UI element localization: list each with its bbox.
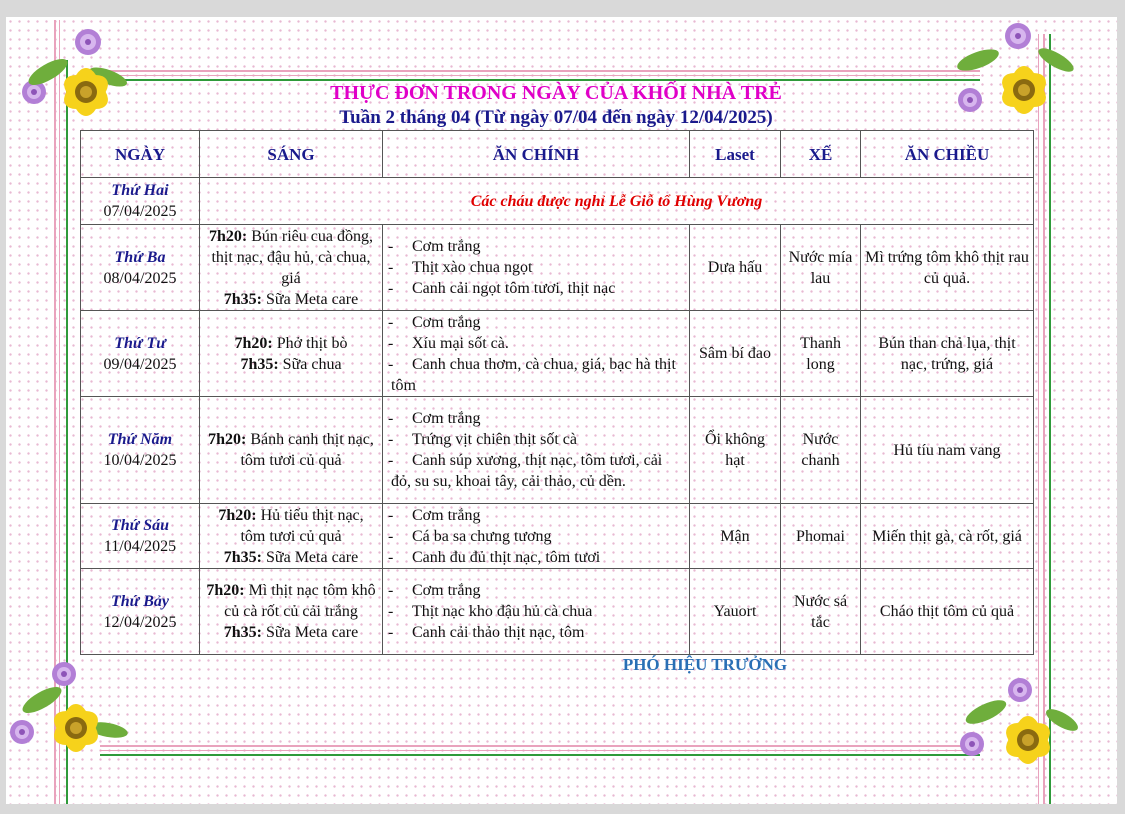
sang-cell bbox=[200, 311, 383, 397]
dish-item: - Canh cải thảo thịt nạc, tôm bbox=[391, 622, 685, 643]
meal-text: Sữa chua bbox=[278, 355, 342, 373]
meal-line bbox=[204, 547, 378, 568]
day-cell bbox=[81, 225, 200, 311]
xe-cell: Thanh long bbox=[781, 311, 861, 397]
an-chieu-cell: Miến thịt gà, cà rốt, giá bbox=[861, 504, 1034, 569]
an-chinh-cell bbox=[383, 311, 690, 397]
flower-bottom-left-icon bbox=[4, 660, 134, 770]
meal-time: 7h35: bbox=[223, 290, 263, 308]
xe-cell: Nước chanh bbox=[781, 397, 861, 504]
day-cell bbox=[81, 178, 200, 225]
header-ngay: NGÀY bbox=[81, 131, 200, 178]
xe-cell: Phomai bbox=[781, 504, 861, 569]
day-name: Thứ Bảy bbox=[110, 592, 170, 610]
day-date: 07/04/2025 bbox=[103, 203, 177, 220]
sang-cell bbox=[200, 504, 383, 569]
day-date: 11/04/2025 bbox=[103, 538, 177, 555]
holiday-notice: Các cháu được nghỉ Lễ Giỗ tổ Hùng Vương bbox=[200, 178, 1034, 225]
flower-bottom-right-icon bbox=[952, 676, 1082, 786]
laset-cell: Mận bbox=[690, 504, 781, 569]
xe-cell: Nước sá tắc bbox=[781, 569, 861, 655]
meal-text: Sữa Meta care bbox=[262, 290, 359, 308]
laset-cell: Sâm bí đao bbox=[690, 311, 781, 397]
day-name: Thứ Hai bbox=[111, 182, 169, 199]
dish-item: - Canh cải ngọt tôm tươi, thịt nạc bbox=[391, 278, 685, 299]
table-row bbox=[81, 397, 1034, 504]
meal-line bbox=[204, 354, 378, 375]
day-date: 10/04/2025 bbox=[103, 452, 177, 469]
sang-cell bbox=[200, 569, 383, 655]
day-cell bbox=[81, 311, 200, 397]
day-name: Thứ Ba bbox=[114, 248, 166, 266]
dish-item: - Canh súp xương, thịt nạc, tôm tươi, cải đỏ, su su, khoai tây, cải thảo, củ dền. bbox=[391, 450, 685, 492]
meal-text: Mì thịt nạc tôm khô củ cà rốt củ cải trắng bbox=[224, 582, 376, 620]
an-chieu-cell: Cháo thịt tôm củ quả bbox=[861, 569, 1034, 655]
meal-line bbox=[204, 505, 378, 547]
document-title: THỰC ĐƠN TRONG NGÀY CỦA KHỐI NHÀ TRẺ bbox=[330, 82, 782, 104]
sang-cell bbox=[200, 225, 383, 311]
dish-item: - Cơm trắng bbox=[391, 505, 685, 526]
table-row bbox=[81, 225, 1034, 311]
laset-cell: Ổi không hạt bbox=[690, 397, 781, 504]
day-date: 08/04/2025 bbox=[103, 269, 177, 287]
laset-cell: Dưa hấu bbox=[690, 225, 781, 311]
day-date: 09/04/2025 bbox=[103, 355, 177, 373]
dish-item: - Canh chua thơm, cà chua, giá, bạc hà thịt tôm bbox=[391, 354, 685, 396]
dish-item: - Cơm trắng bbox=[391, 236, 685, 257]
meal-line bbox=[204, 333, 378, 354]
dish-item: - Thịt nạc kho đậu hủ cà chua bbox=[391, 601, 685, 622]
dish-item: - Canh đu đủ thịt nạc, tôm tươi bbox=[391, 547, 685, 568]
meal-line bbox=[204, 622, 378, 643]
meal-time: 7h35: bbox=[223, 624, 263, 641]
an-chinh-cell bbox=[383, 569, 690, 655]
meal-line bbox=[204, 429, 378, 471]
sang-cell bbox=[200, 397, 383, 504]
header-an-chinh: ĂN CHÍNH bbox=[383, 131, 690, 178]
meal-text: Sữa Meta care bbox=[262, 624, 359, 641]
dish-item: - Cá ba sa chưng tương bbox=[391, 526, 685, 547]
an-chieu-cell: Hủ tíu nam vang bbox=[861, 397, 1034, 504]
day-date: 12/04/2025 bbox=[103, 613, 177, 631]
document-subtitle: Tuần 2 tháng 04 (Từ ngày 07/04 đến ngày 12/04/2025) bbox=[339, 107, 773, 128]
dish-item: - Trứng vịt chiên thịt sốt cà bbox=[391, 429, 685, 450]
table-row bbox=[81, 178, 1034, 225]
dish-item: - Cơm trắng bbox=[391, 312, 685, 333]
xe-cell: Nước mía lau bbox=[781, 225, 861, 311]
meal-text: Sữa Meta care bbox=[262, 548, 359, 566]
signature-title: PHÓ HIỆU TRƯỞNG bbox=[622, 655, 788, 674]
meal-time: 7h20: bbox=[218, 506, 257, 524]
meal-time: 7h20: bbox=[234, 334, 273, 352]
meal-time: 7h35: bbox=[223, 548, 263, 566]
meal-line bbox=[204, 289, 378, 310]
table-header-row bbox=[81, 131, 1034, 178]
meal-time: 7h20: bbox=[209, 227, 248, 245]
an-chinh-cell bbox=[383, 225, 690, 311]
an-chinh-cell bbox=[383, 397, 690, 504]
meal-text: Bánh canh thịt nạc, tôm tươi củ quả bbox=[240, 431, 374, 469]
header-xe: XẾ bbox=[781, 131, 861, 178]
meal-text: Bún riêu cua đồng, thịt nạc, đậu hủ, cà chua, giá bbox=[211, 227, 373, 287]
day-name: Thứ Tư bbox=[114, 334, 166, 352]
dish-item: - Thịt xào chua ngọt bbox=[391, 257, 685, 278]
header-sang: SÁNG bbox=[200, 131, 383, 178]
menu-table bbox=[80, 130, 1034, 655]
header-an-chieu: ĂN CHIỀU bbox=[861, 131, 1034, 178]
table-row bbox=[81, 311, 1034, 397]
laset-cell: Yauort bbox=[690, 569, 781, 655]
meal-line bbox=[204, 226, 378, 289]
dish-item: - Cơm trắng bbox=[391, 408, 685, 429]
day-name: Thứ Sáu bbox=[110, 517, 170, 534]
table-row bbox=[81, 569, 1034, 655]
dish-item: - Cơm trắng bbox=[391, 580, 685, 601]
header-laset: Laset bbox=[690, 131, 781, 178]
an-chieu-cell: Bún than chả lụa, thịt nạc, trứng, giá bbox=[861, 311, 1034, 397]
day-cell bbox=[81, 504, 200, 569]
meal-text: Hủ tiếu thịt nạc, tôm tươi củ quả bbox=[240, 506, 364, 545]
day-cell bbox=[81, 397, 200, 504]
meal-line bbox=[204, 580, 378, 622]
meal-text: Phở thịt bò bbox=[272, 334, 348, 352]
an-chinh-cell bbox=[383, 504, 690, 569]
meal-time: 7h20: bbox=[208, 431, 247, 448]
an-chieu-cell: Mì trứng tôm khô thịt rau củ quả. bbox=[861, 225, 1034, 311]
dish-item: - Xíu mại sốt cà. bbox=[391, 333, 685, 354]
day-cell bbox=[81, 569, 200, 655]
table-row bbox=[81, 504, 1034, 569]
meal-time: 7h35: bbox=[240, 355, 279, 373]
meal-time: 7h20: bbox=[206, 582, 245, 599]
day-name: Thứ Năm bbox=[107, 431, 173, 448]
